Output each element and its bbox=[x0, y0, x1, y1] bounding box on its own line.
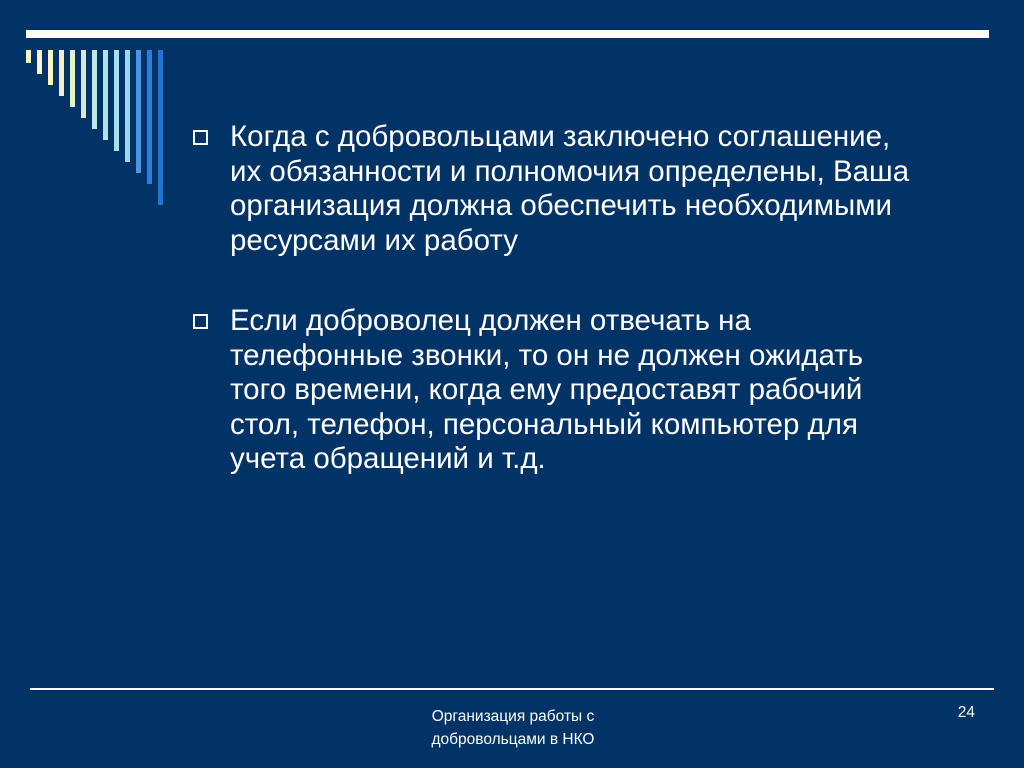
footer-line-1: Организация работы с bbox=[431, 708, 595, 725]
bullet-item bbox=[193, 120, 913, 258]
bullet-item bbox=[193, 304, 913, 477]
stripe bbox=[136, 50, 141, 173]
footer-title bbox=[408, 705, 618, 751]
bottom-horizontal-rule bbox=[30, 688, 994, 690]
slide-content bbox=[193, 120, 913, 523]
stripe bbox=[37, 50, 42, 74]
bullet-text: Если доброволец должен отвечать на телефонные звонки, то он не должен ожидать того времени, когда ему предоставят рабочий стол, телефон, персональный компьютер для учета обращений и т.д. bbox=[230, 304, 864, 475]
hollow-square-icon bbox=[193, 314, 208, 329]
stripe bbox=[158, 50, 163, 205]
stripe bbox=[125, 50, 130, 162]
stripe bbox=[81, 50, 86, 118]
stripe bbox=[103, 50, 108, 140]
stripe bbox=[92, 50, 97, 129]
stripe bbox=[59, 50, 64, 96]
stripe bbox=[48, 50, 53, 85]
hollow-square-icon bbox=[193, 130, 208, 145]
stripe bbox=[70, 50, 75, 107]
stripe bbox=[114, 50, 119, 151]
stripe bbox=[26, 50, 31, 63]
page-number: 24 bbox=[957, 704, 975, 721]
stripe bbox=[147, 50, 152, 184]
decorative-stripes bbox=[0, 0, 200, 220]
bullet-text: Когда с добровольцами заключено соглашение, их обязанности и полномочия определены, Ваша организация должна обеспечить необходимыми ресурсами их работу bbox=[230, 120, 910, 257]
footer-line-2: добровольцами в НКО bbox=[431, 731, 595, 748]
